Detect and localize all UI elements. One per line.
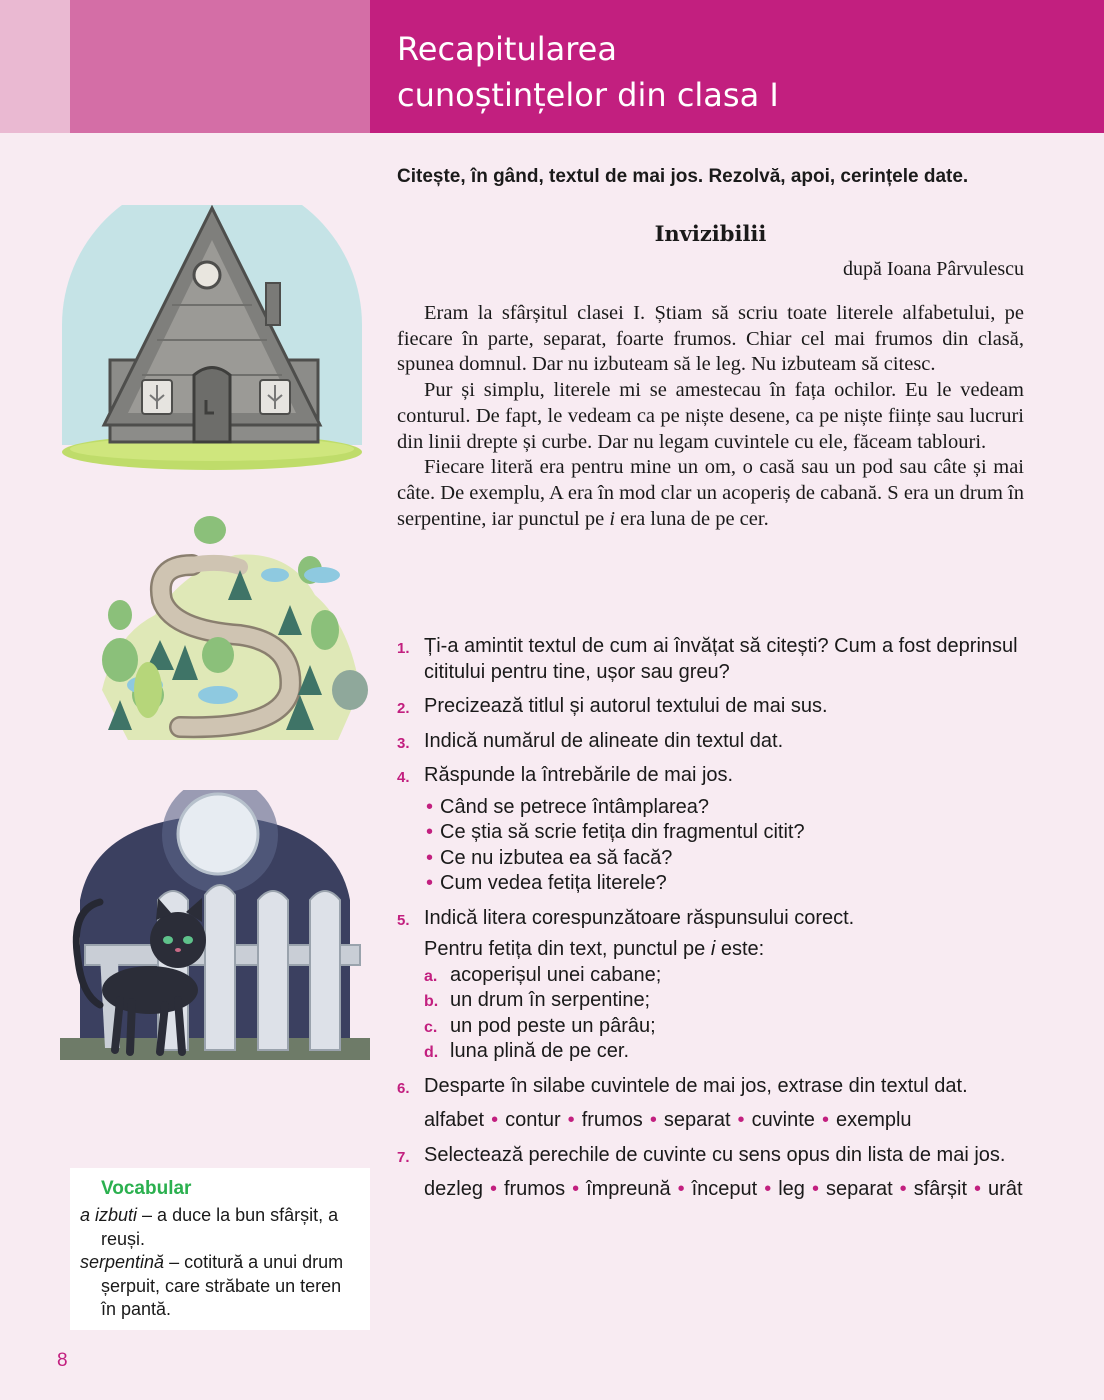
vocabulary-entry [80,1251,356,1322]
separator-dot: • [572,1178,580,1200]
task-text: Ți-a amintit textul de cum ai învățat să citești? Cum a fost deprinsul cititului pentru tine, ușor sau greu? [424,635,1018,683]
story-title: Invizibilii [654,221,767,246]
task-number: 2. [397,700,410,717]
task-number: 3. [397,734,410,752]
vocabulary-title: Vocabular [101,1178,192,1199]
separator-dot: • [974,1178,982,1200]
cabin-illustration [62,205,370,470]
option-text: luna plină de pe cer. [450,1040,630,1062]
task-text: Răspunde la întrebările de mai jos. [424,764,734,786]
question-text: Ce știa să scrie fetița din fragmentul citit? [440,821,805,843]
answer-option-d[interactable] [424,1039,1024,1065]
vocabulary-term: a izbuti [80,1205,138,1225]
word: început [691,1178,758,1200]
mc-question-text: este: [715,938,765,960]
vocabulary-entry [80,1204,356,1251]
word: leg [778,1178,805,1200]
option-letter: a. [424,967,438,985]
task-item [397,763,1024,897]
word: separat [663,1109,731,1131]
story-author: după Ioana Pârvulescu [842,258,1024,280]
vocabulary-definition: – a duce la bun sfârșit, a reuși. [101,1205,339,1249]
serpentine-hill-illustration [100,515,368,745]
task-number: 4. [397,769,410,786]
option-text: un drum în serpentine; [450,989,651,1011]
task-item [397,634,1024,685]
question-text: Cum vedea fetița literele? [440,872,667,894]
task-number: 7. [397,1148,410,1166]
vocabulary-definition: – cotitură a unui drum șerpuit, care străbate un teren în pantă. [101,1252,344,1319]
word-list [424,1177,1024,1203]
question-item [424,795,1024,821]
option-text: acoperișul unei cabane; [450,963,662,986]
task-text: Indică numărul de alineate din textul dat. [424,729,784,752]
word: urât [988,1178,1023,1200]
bullet-icon: • [426,846,434,869]
question-item [424,871,1024,897]
word-list [424,1108,1024,1134]
page-title-line2: cunoștințelor din clasa I [397,76,779,114]
separator-dot: • [649,1109,657,1131]
option-letter: c. [424,1018,438,1036]
question-list [424,795,1024,897]
question-item [424,820,1024,846]
story-text-part: Fiecare literă era pentru mine un om, o casă sau un pod sau câte și mai câte. De exemplu, A era în mod clar un acoperiș de cabană. S era un drum în serpentine, iar punctul pe [397,456,1024,530]
bullet-icon: • [426,821,434,843]
mc-question-text: Pentru fetița din text, punctul pe [424,938,711,960]
story-text [397,301,1024,532]
page-title-line1: Recapitularea [397,30,617,68]
task-item [397,729,1024,755]
separator-dot: • [489,1178,497,1200]
task-text: Precizează titlul și autorul textului de mai sus. [424,695,828,717]
separator-dot: • [737,1109,745,1131]
task-text: Selectează perechile de cuvinte cu sens opus din lista de mai jos. [424,1143,1006,1166]
option-letter: b. [424,993,439,1010]
story-paragraph [397,455,1024,532]
task-list [397,634,1024,1212]
separator-dot: • [811,1178,819,1200]
separator-dot: • [567,1109,575,1131]
task-text: Desparte în silabe cuvintele de mai jos, extrase din textul dat. [424,1074,968,1097]
story-paragraph: Eram la sfârșitul clasei I. Știam să scriu toate literele alfabetului, pe fiecare în parte, separat, foarte frumos. Chiar cel mai frumos din clasă, spunea domnul. Dar nu izbuteam să le leg. Nu izbuteam să citesc. [397,302,1024,376]
reading-instruction: Citește, în gând, textul de mai jos. Rezolvă, apoi, cerințele date. [397,166,969,187]
vocabulary-box [70,1168,370,1330]
task-item [397,1074,1024,1134]
separator-dot: • [677,1178,685,1200]
word: exemplu [835,1109,912,1131]
task-number: 1. [397,640,410,657]
word: dezleg [424,1178,483,1200]
word: frumos [503,1178,566,1200]
option-letter: d. [424,1044,439,1061]
separator-dot: • [821,1109,829,1131]
vocabulary-term: serpentină [80,1252,165,1272]
story-italic-letter: i [609,507,616,530]
option-text: un pod peste un pârâu; [450,1014,656,1037]
page-number: 8 [57,1350,68,1371]
answer-option-b[interactable] [424,988,1024,1014]
moon-cat-illustration [60,790,370,1060]
story-paragraph: Pur și simplu, literele mi se amestecau în fața ochilor. Eu le vedeam conturul. De fapt, le vedeam ca pe niște desene, ca pe niște ființe sau lucruri din linii drepte și curbe. Dar nu legam cuvintele cu ele, făceam tablouri. [397,379,1024,453]
answer-option-a[interactable] [424,963,1024,989]
mc-question-italic: i [710,938,716,960]
task-number: 6. [397,1079,410,1097]
word: împreună [586,1178,671,1200]
task-text: Indică litera corespunzătoare răspunsului corect. [424,906,855,929]
task-item [397,1143,1024,1203]
word: sfârșit [913,1178,968,1200]
page-title [397,26,779,118]
task-item [397,906,1024,1065]
word: separat [825,1178,893,1200]
bullet-icon: • [426,872,434,894]
word: contur [505,1109,561,1131]
story-text-part: era luna de pe cer. [615,507,769,530]
answer-option-c[interactable] [424,1014,1024,1040]
separator-dot: • [899,1178,907,1200]
header-band-mid [70,0,370,133]
word: cuvinte [751,1109,815,1131]
header-band-light [0,0,70,133]
question-item [424,846,1024,872]
bullet-icon: • [426,795,434,818]
question-text: Când se petrece întâmplarea? [440,795,710,818]
task-number: 5. [397,911,410,929]
word: frumos [581,1109,643,1131]
word: alfabet [424,1109,485,1131]
separator-dot: • [491,1109,499,1131]
mc-question [424,937,1024,963]
question-text: Ce nu izbutea ea să facă? [440,846,673,869]
task-item [397,694,1024,720]
separator-dot: • [764,1178,772,1200]
